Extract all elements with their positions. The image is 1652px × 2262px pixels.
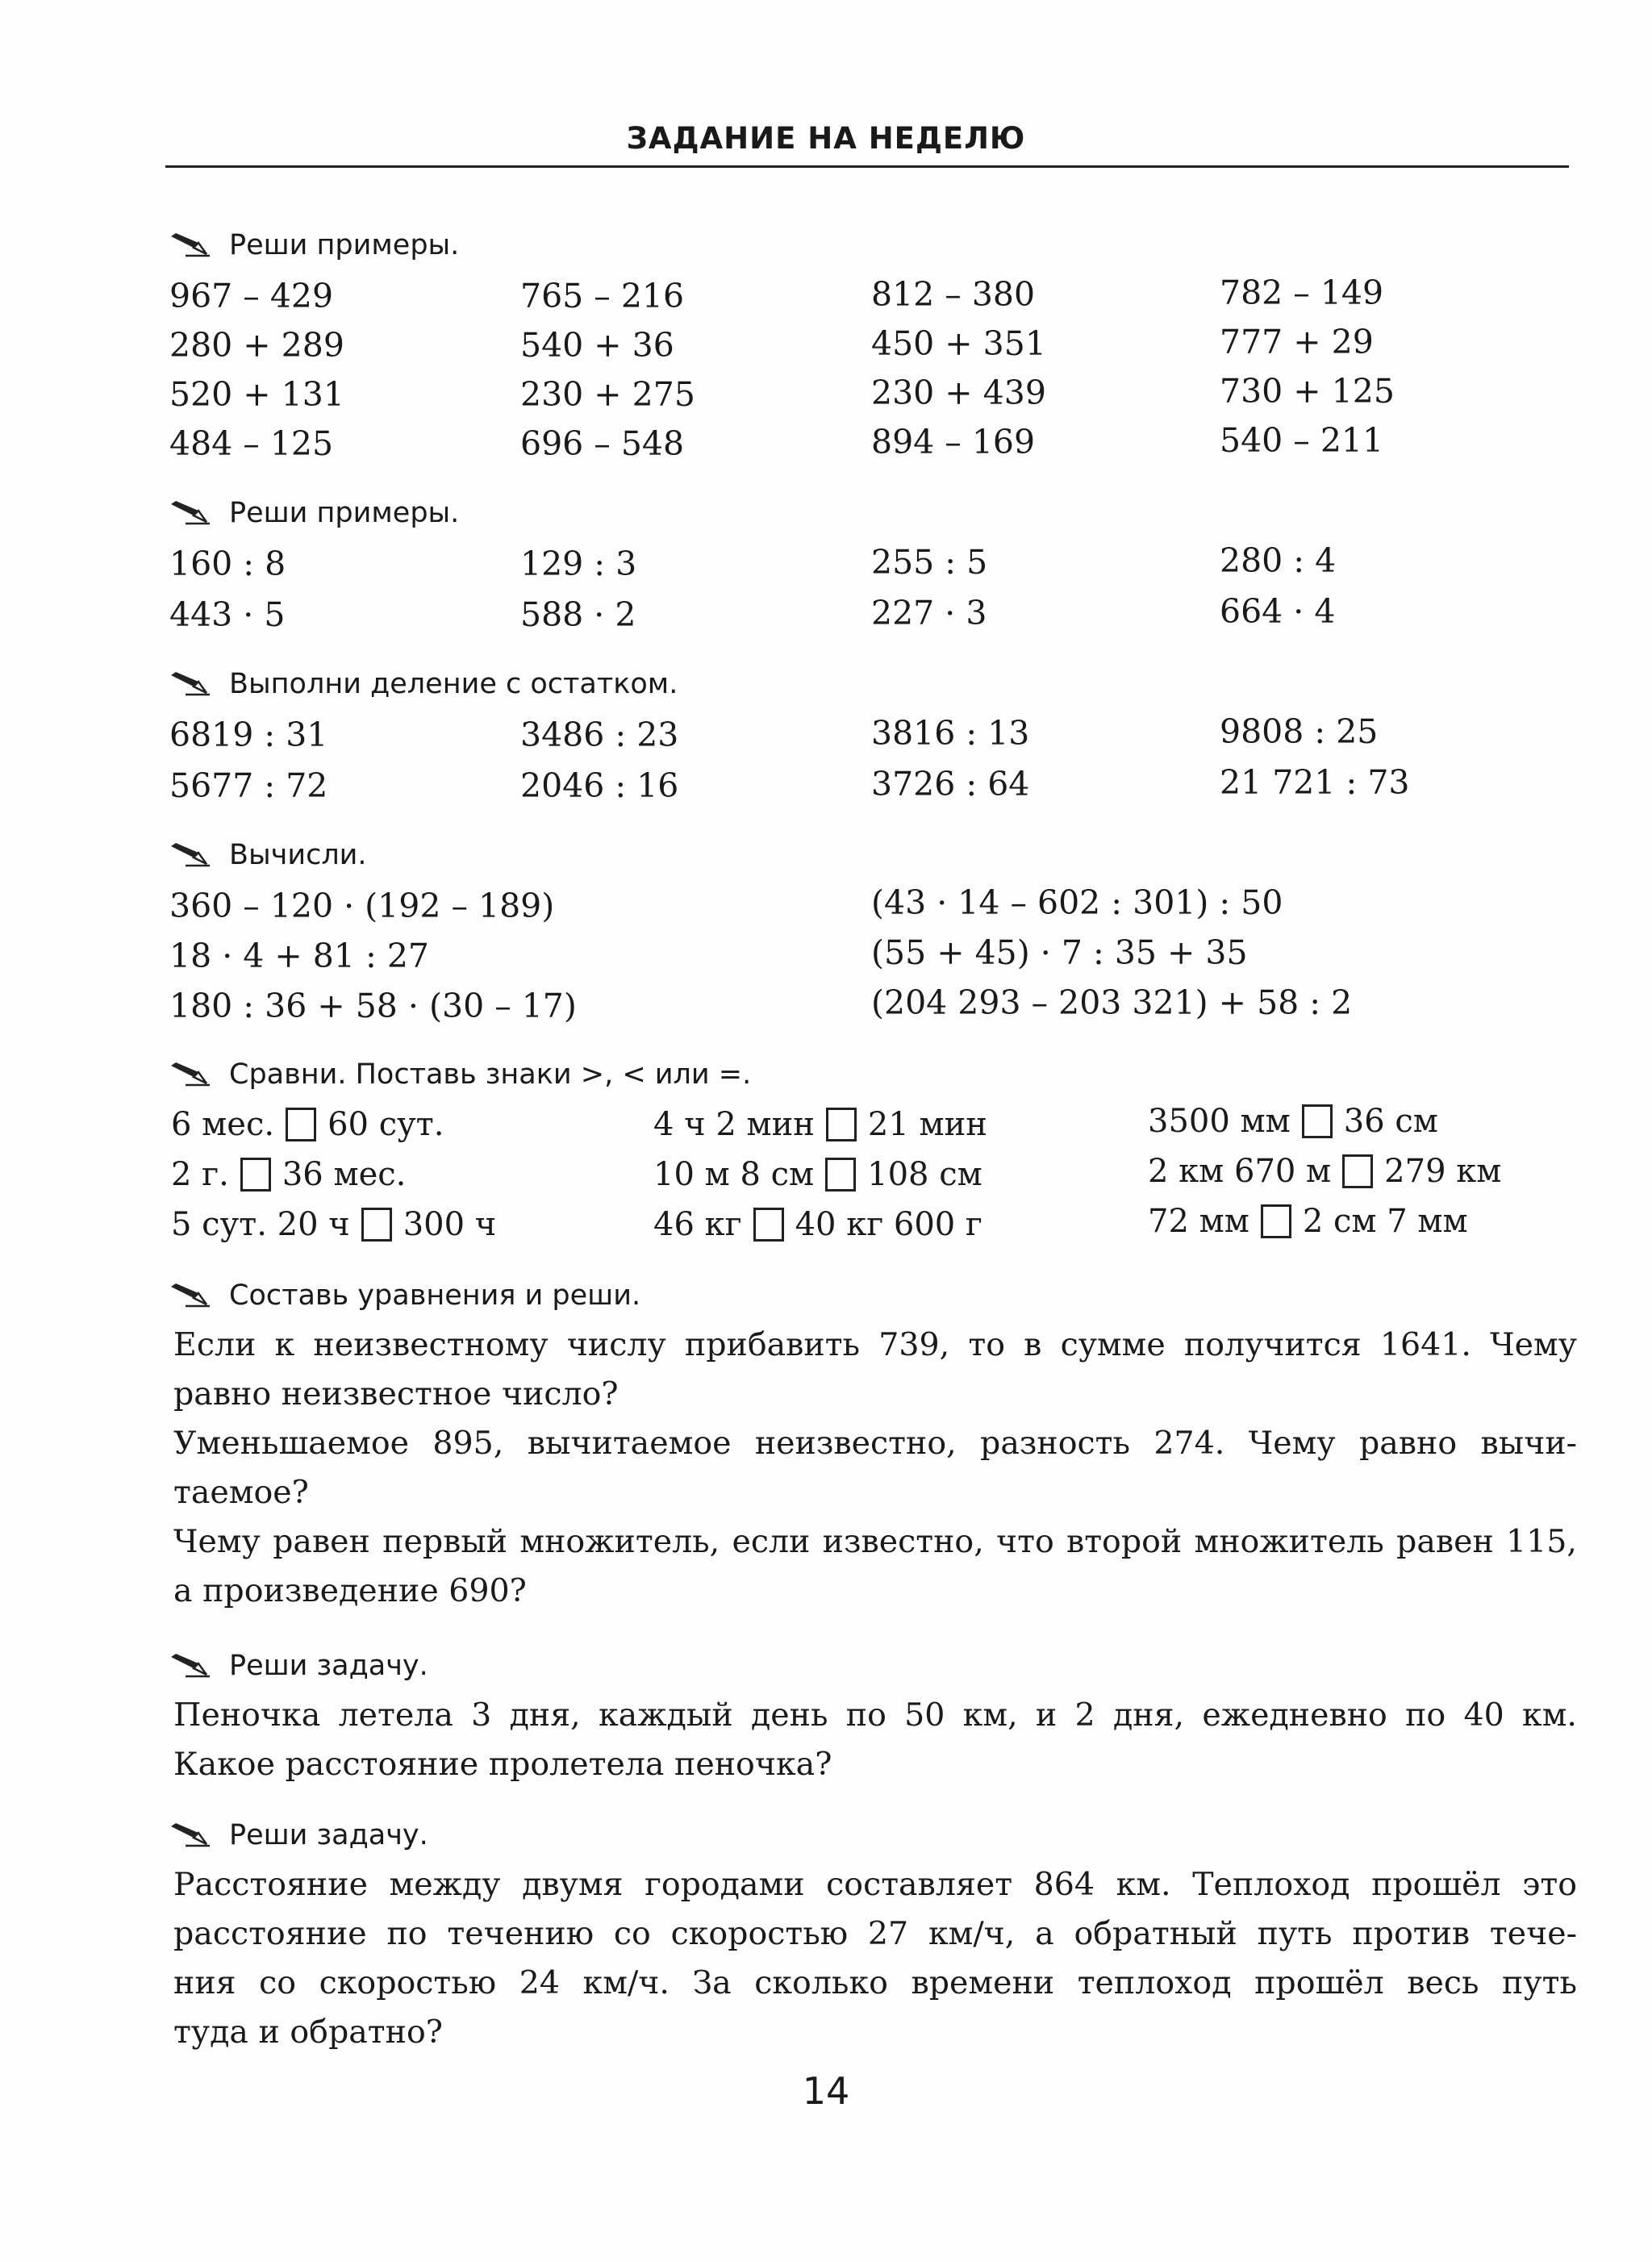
- text-line: Расстояние между двумя городами составляет 864 км. Теплоход прошёл это: [173, 1866, 1577, 1903]
- answer-box[interactable]: [286, 1108, 316, 1141]
- pencil-icon: [169, 501, 211, 525]
- compare-left: 10 м 8 см: [653, 1156, 815, 1193]
- answer-box[interactable]: [240, 1158, 271, 1192]
- text-line: Какое расстояние пролетела пеночка?: [173, 1746, 832, 1783]
- pencil-icon: [169, 1654, 211, 1678]
- text-line: а произведение 690?: [173, 1572, 527, 1609]
- example: 129 : 3: [520, 545, 637, 583]
- example: 894 – 169: [871, 423, 1036, 461]
- expression: 18 · 4 + 81 : 27: [169, 937, 429, 975]
- compare-row: [171, 1105, 444, 1144]
- example: 160 : 8: [169, 545, 286, 583]
- compare-left: 4 ч 2 мин: [653, 1106, 815, 1143]
- text-line: таемое?: [173, 1474, 309, 1511]
- example: 588 · 2: [520, 595, 636, 634]
- example: 520 + 131: [169, 375, 344, 414]
- compare-right: 21 мин: [867, 1106, 987, 1143]
- example: 664 · 4: [1220, 592, 1336, 631]
- compare-right: 2 см 7 мм: [1302, 1203, 1468, 1240]
- text-line: Чему равен первый множитель, если известно, что второй множитель равен 115,: [173, 1523, 1577, 1560]
- page-number: 14: [802, 2069, 850, 2113]
- section-heading: [169, 1818, 428, 1853]
- expression: (43 · 14 – 602 : 301) : 50: [871, 883, 1283, 922]
- pencil-icon: [169, 1823, 211, 1847]
- text-line: Уменьшаемое 895, вычитаемое неизвестно, разность 274. Чему равно вычи-: [173, 1425, 1577, 1462]
- section-heading-text: Вычисли.: [229, 839, 367, 871]
- example: 765 – 216: [520, 277, 685, 315]
- section-heading: [169, 1057, 751, 1092]
- answer-box[interactable]: [1261, 1204, 1291, 1238]
- example: 450 + 351: [871, 324, 1046, 363]
- compare-row: [1148, 1152, 1501, 1191]
- example: 782 – 149: [1220, 273, 1384, 312]
- compare-row: [653, 1105, 987, 1144]
- compare-right: 40 кг 600 г: [795, 1206, 982, 1243]
- pencil-icon: [169, 672, 211, 696]
- section-heading-text: Реши примеры.: [229, 497, 460, 529]
- example: 6819 : 31: [169, 716, 328, 754]
- example: 21 721 : 73: [1220, 763, 1410, 802]
- section-heading-text: Сравни. Поставь знаки >, < или =.: [229, 1058, 752, 1091]
- answer-box[interactable]: [825, 1158, 856, 1192]
- page-title: ЗАДАНИЕ НА НЕДЕЛЮ: [626, 121, 1026, 156]
- example: 967 – 429: [169, 277, 334, 315]
- section-heading-text: Реши примеры.: [229, 229, 460, 261]
- example: 3726 : 64: [871, 765, 1030, 803]
- compare-left: 5 сут. 20 ч: [171, 1206, 350, 1243]
- example: 3486 : 23: [520, 716, 679, 754]
- section-heading: [169, 666, 678, 702]
- text-line: равно неизвестное число?: [173, 1375, 619, 1413]
- section-heading: [169, 227, 459, 263]
- compare-right: 36 мес.: [282, 1156, 407, 1193]
- pencil-icon: [169, 1283, 211, 1308]
- section-heading-text: Составь уравнения и реши.: [229, 1279, 641, 1312]
- pencil-icon: [169, 843, 211, 867]
- compare-left: 2 км 670 м: [1148, 1153, 1332, 1190]
- title-rule: [165, 165, 1569, 168]
- compare-row: [653, 1155, 982, 1194]
- example: 777 + 29: [1220, 323, 1374, 361]
- pencil-icon: [169, 233, 211, 257]
- compare-right: 300 ч: [403, 1206, 497, 1243]
- compare-right: 36 см: [1343, 1103, 1438, 1140]
- example: 280 + 289: [169, 326, 344, 365]
- example: 730 + 125: [1220, 372, 1395, 411]
- section-heading: [169, 1278, 640, 1313]
- section-heading-text: Выполни деление с остатком.: [229, 668, 678, 700]
- compare-row: [653, 1205, 982, 1244]
- compare-right: 279 км: [1384, 1153, 1502, 1190]
- compare-row: [171, 1155, 406, 1194]
- compare-left: 46 кг: [653, 1206, 742, 1243]
- example: 484 – 125: [169, 424, 334, 463]
- expression: (55 + 45) · 7 : 35 + 35: [871, 933, 1248, 972]
- compare-left: 2 г.: [171, 1156, 229, 1193]
- compare-row: [1148, 1202, 1468, 1241]
- example: 2046 : 16: [520, 766, 679, 805]
- example: 230 + 439: [871, 374, 1046, 412]
- example: 230 + 275: [520, 375, 695, 414]
- example: 443 · 5: [169, 595, 286, 634]
- compare-right: 60 сут.: [327, 1106, 444, 1143]
- expression: (204 293 – 203 321) + 58 : 2: [871, 983, 1353, 1022]
- answer-box[interactable]: [826, 1108, 857, 1141]
- example: 540 + 36: [520, 326, 674, 365]
- text-line: Если к неизвестному числу прибавить 739, то в сумме получится 1641. Чему: [173, 1326, 1577, 1363]
- compare-left: 6 мес.: [171, 1106, 275, 1143]
- compare-left: 3500 мм: [1148, 1103, 1291, 1140]
- example: 227 · 3: [871, 594, 987, 632]
- section-heading-text: Реши задачу.: [229, 1819, 428, 1851]
- example: 255 : 5: [871, 543, 988, 582]
- compare-right: 108 см: [867, 1156, 982, 1193]
- answer-box[interactable]: [361, 1208, 392, 1242]
- text-line: расстояние по течению со скоростью 27 км/ч, а обратный путь против тече-: [173, 1915, 1577, 1952]
- pencil-icon: [169, 1062, 211, 1087]
- example: 696 – 548: [520, 424, 685, 463]
- answer-box[interactable]: [1302, 1104, 1333, 1138]
- compare-row: [1148, 1102, 1438, 1141]
- section-heading: [169, 1648, 428, 1684]
- example: 5677 : 72: [169, 766, 328, 805]
- example: 280 : 4: [1220, 541, 1337, 580]
- text-line: ния со скоростью 24 км/ч. За сколько времени теплоход прошёл весь путь: [173, 1964, 1577, 2001]
- section-heading: [169, 495, 459, 531]
- section-heading-text: Реши задачу.: [229, 1650, 428, 1682]
- compare-row: [171, 1205, 496, 1244]
- example: 9808 : 25: [1220, 712, 1379, 751]
- text-line: Пеночка летела 3 дня, каждый день по 50 км, и 2 дня, ежедневно по 40 км.: [173, 1696, 1577, 1734]
- example: 812 – 380: [871, 275, 1036, 314]
- section-heading: [169, 837, 367, 873]
- answer-box[interactable]: [1342, 1154, 1373, 1188]
- expression: 180 : 36 + 58 · (30 – 17): [169, 987, 577, 1025]
- expression: 360 – 120 · (192 – 189): [169, 887, 555, 925]
- text-line: туда и обратно?: [173, 2014, 443, 2051]
- compare-left: 72 мм: [1148, 1203, 1249, 1240]
- example: 540 – 211: [1220, 421, 1384, 460]
- example: 3816 : 13: [871, 714, 1030, 753]
- answer-box[interactable]: [753, 1208, 784, 1242]
